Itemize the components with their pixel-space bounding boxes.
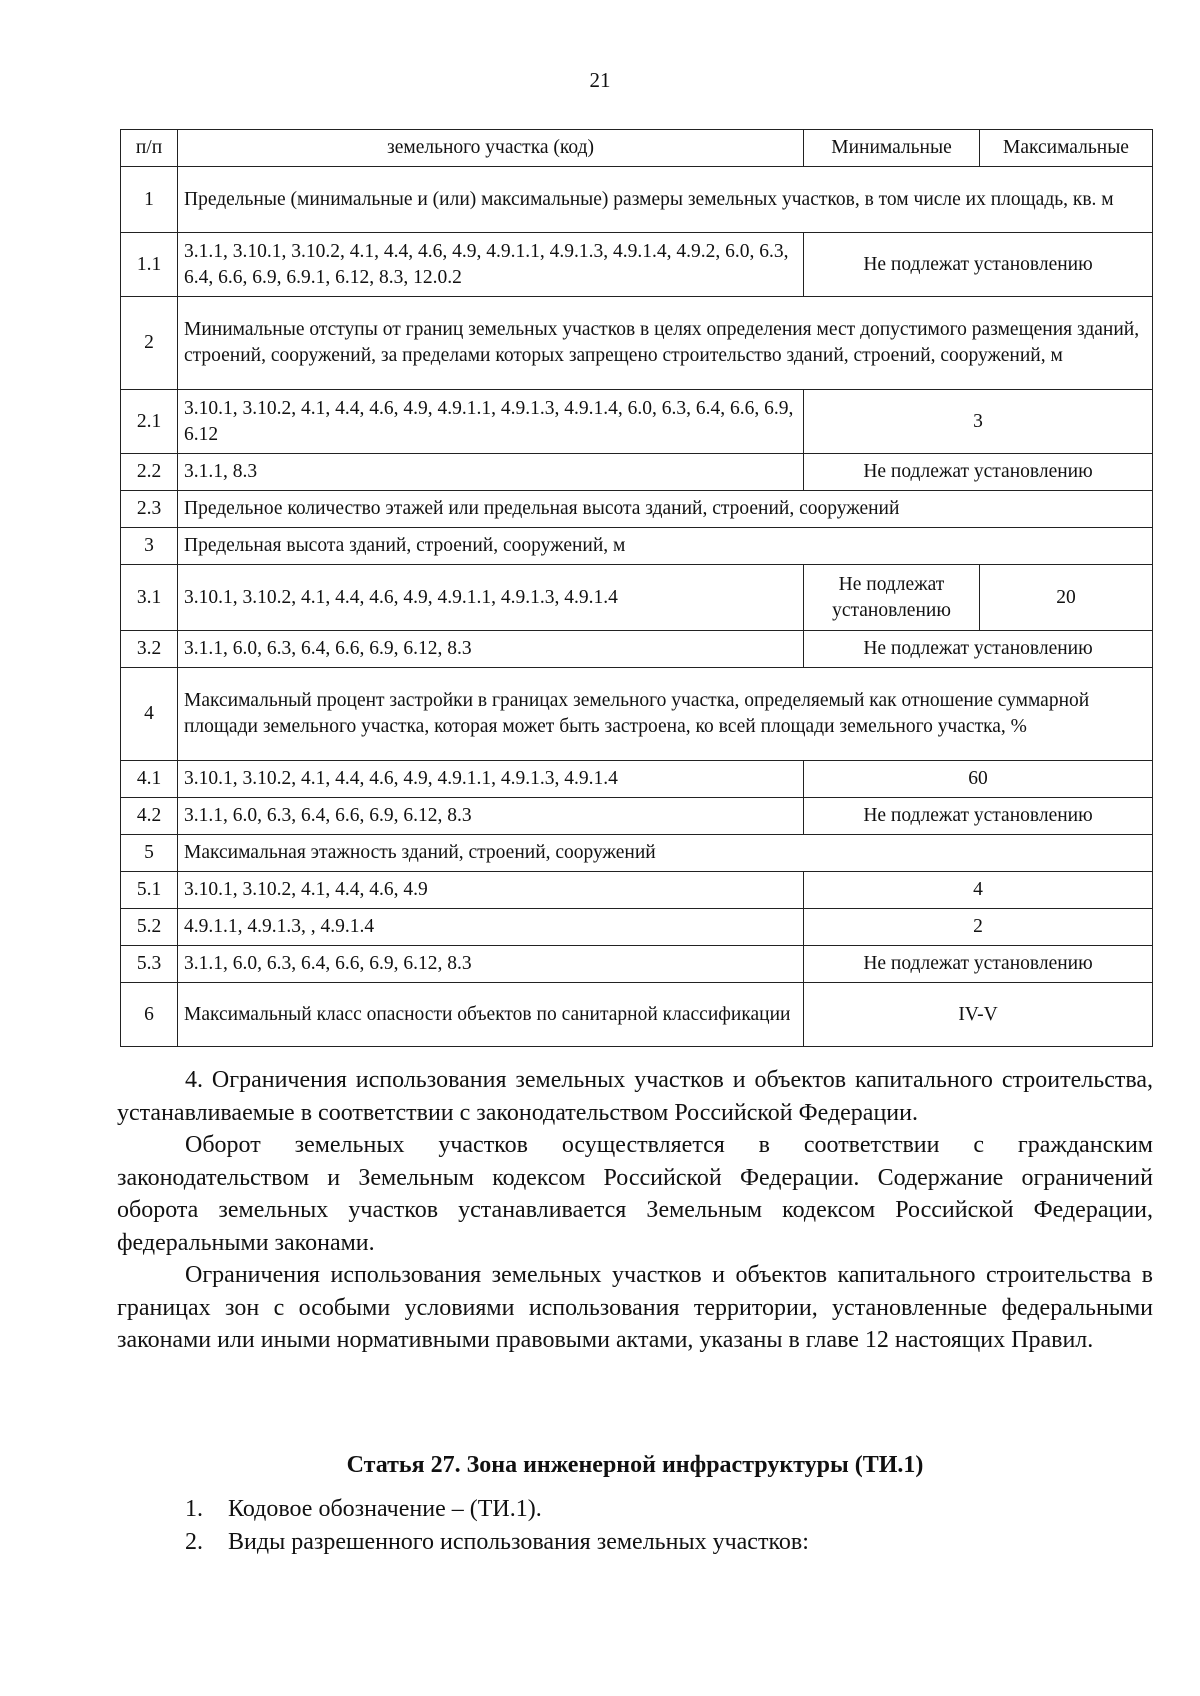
row-section-text: Предельная высота зданий, строений, сооружений, м [178, 528, 1153, 565]
table-header-row [121, 130, 1153, 167]
row-min-value: Не подлежат установлению [804, 565, 980, 631]
paragraph: Оборот земельных участков осуществляется в соответствии с гражданским законодательством и Земельным кодексом Российской Федерации. Содержание ограничений оборота земельных участков устанавливается Земельным кодексом Российской Федерации, федеральными законами. [117, 1132, 1153, 1256]
numbered-list [185, 1493, 809, 1558]
header-max: Максимальные [980, 130, 1153, 167]
row-num: 2 [121, 297, 178, 390]
table-row [121, 297, 1153, 390]
row-num: 5.3 [121, 946, 178, 983]
row-num: 4 [121, 668, 178, 761]
row-value: Не подлежат установлению [804, 233, 1153, 297]
article-title: Статья 27. Зона инженерной инфраструктуры (ТИ.1) [346, 1452, 924, 1478]
table-row [121, 761, 1153, 798]
row-num: 6 [121, 983, 178, 1047]
row-num: 2.2 [121, 454, 178, 491]
row-codes: 3.1.1, 6.0, 6.3, 6.4, 6.6, 6.9, 6.12, 8.3 [178, 798, 804, 835]
row-num: 3 [121, 528, 178, 565]
row-num: 4.2 [121, 798, 178, 835]
row-section-text: Предельное количество этажей или предельная высота зданий, строений, сооружений [178, 491, 1153, 528]
row-num: 1 [121, 167, 178, 233]
row-section-text: Предельные (минимальные и (или) максимальные) размеры земельных участков, в том числе их площадь, кв. м [178, 167, 1153, 233]
table-row [121, 631, 1153, 668]
row-codes: 3.1.1, 8.3 [178, 454, 804, 491]
table-row [121, 946, 1153, 983]
table-row [121, 233, 1153, 297]
row-codes: 4.9.1.1, 4.9.1.3, , 4.9.1.4 [178, 909, 804, 946]
row-codes: 3.10.1, 3.10.2, 4.1, 4.4, 4.6, 4.9, 4.9.1.1, 4.9.1.3, 4.9.1.4, 6.0, 6.3, 6.4, 6.6, 6.9, 6.12 [178, 390, 804, 454]
list-item-number: 2. [185, 1528, 203, 1555]
list-item [185, 1526, 809, 1559]
body-text [117, 1064, 1153, 1357]
table-row [121, 835, 1153, 872]
paragraph: Ограничения использования земельных участков и объектов капитального строительства в границах зон с особыми условиями использования территории, установленные федеральными законами или иными нормативными правовыми актами, указаны в главе 12 настоящих Правил. [117, 1262, 1153, 1353]
table-row [121, 528, 1153, 565]
row-num: 5 [121, 835, 178, 872]
row-value: 3 [804, 390, 1153, 454]
page-number: 21 [589, 68, 611, 92]
row-value: Не подлежат установлению [804, 798, 1153, 835]
list-item-text: Виды разрешенного использования земельных участков: [228, 1528, 809, 1555]
row-value: 4 [804, 872, 1153, 909]
list-item [185, 1493, 809, 1526]
row-value: 60 [804, 761, 1153, 798]
row-value: IV-V [804, 983, 1153, 1047]
row-value: Не подлежат установлению [804, 631, 1153, 668]
list-item-number: 1. [185, 1496, 203, 1522]
row-codes: 3.1.1, 6.0, 6.3, 6.4, 6.6, 6.9, 6.12, 8.3 [178, 946, 804, 983]
regulations-table [120, 129, 1153, 1047]
row-codes: 3.10.1, 3.10.2, 4.1, 4.4, 4.6, 4.9, 4.9.1.1, 4.9.1.3, 4.9.1.4 [178, 565, 804, 631]
table-row [121, 454, 1153, 491]
table-row [121, 565, 1153, 631]
list-item-text: Кодовое обозначение – (ТИ.1). [228, 1496, 542, 1522]
row-num: 2.1 [121, 390, 178, 454]
table-row [121, 491, 1153, 528]
table-row [121, 872, 1153, 909]
row-codes: 3.10.1, 3.10.2, 4.1, 4.4, 4.6, 4.9 [178, 872, 804, 909]
header-code: земельного участка (код) [178, 130, 804, 167]
row-num: 4.1 [121, 761, 178, 798]
row-codes: 3.10.1, 3.10.2, 4.1, 4.4, 4.6, 4.9, 4.9.1.1, 4.9.1.3, 4.9.1.4 [178, 761, 804, 798]
table-row [121, 983, 1153, 1047]
header-num: п/п [121, 130, 178, 167]
row-num: 3.2 [121, 631, 178, 668]
row-value: Не подлежат установлению [804, 454, 1153, 491]
row-value: 2 [804, 909, 1153, 946]
table-row [121, 798, 1153, 835]
header-min: Минимальные [804, 130, 980, 167]
table-row [121, 909, 1153, 946]
row-value: Не подлежат установлению [804, 946, 1153, 983]
row-codes: 3.1.1, 3.10.1, 3.10.2, 4.1, 4.4, 4.6, 4.9, 4.9.1.1, 4.9.1.3, 4.9.1.4, 4.9.2, 6.0, 6.3, 6.4, 6.6, 6.9, 6.9.1, 6.12, 8.3, 12.0.2 [178, 233, 804, 297]
row-num: 5.2 [121, 909, 178, 946]
row-section-text: Минимальные отступы от границ земельных участков в целях определения мест допустимого размещения зданий, строений, сооружений, за пределами которых запрещено строительство зданий, строений, сооружений, м [178, 297, 1153, 390]
row-max-value: 20 [980, 565, 1153, 631]
table-row [121, 668, 1153, 761]
row-num: 2.3 [121, 491, 178, 528]
row-num: 1.1 [121, 233, 178, 297]
table-row [121, 390, 1153, 454]
row-section-text: Максимальный процент застройки в границах земельного участка, определяемый как отношение суммарной площади земельного участка, которая может быть застроена, ко всей площади земельного участка, % [178, 668, 1153, 761]
row-codes: Максимальный класс опасности объектов по санитарной классификации [178, 983, 804, 1047]
row-section-text: Максимальная этажность зданий, строений, сооружений [178, 835, 1153, 872]
table-row [121, 167, 1153, 233]
row-num: 3.1 [121, 565, 178, 631]
row-codes: 3.1.1, 6.0, 6.3, 6.4, 6.6, 6.9, 6.12, 8.3 [178, 631, 804, 668]
row-num: 5.1 [121, 872, 178, 909]
paragraph: 4. Ограничения использования земельных участков и объектов капитального строительства, устанавливаемые в соответствии с законодательством Российской Федерации. [117, 1067, 1153, 1126]
